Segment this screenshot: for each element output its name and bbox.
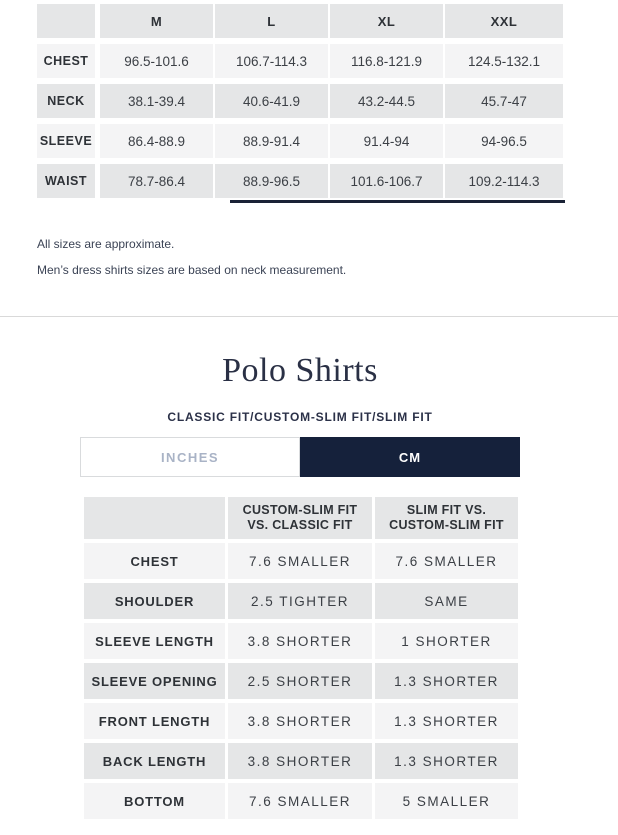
row-label: SLEEVE [39, 134, 93, 148]
column-header-line: VS. CLASSIC FIT [247, 518, 353, 532]
measurement-cell [215, 44, 328, 78]
table-row [84, 583, 518, 619]
row-label-cell [37, 84, 95, 118]
comparison-cell [228, 783, 372, 819]
comparison-cell [375, 543, 518, 579]
table-row [84, 743, 518, 779]
empty-header-cell [84, 497, 225, 539]
column-header-label: XL [377, 13, 396, 29]
measurement-cell [330, 124, 443, 158]
row-label: SLEEVE LENGTH [95, 633, 214, 649]
table-header-row [84, 497, 518, 539]
row-label-cell [84, 783, 225, 819]
measurement-value: 101.6-106.7 [350, 173, 423, 189]
row-label-cell [84, 583, 225, 619]
measurement-value: 78.7-86.4 [127, 173, 186, 189]
unit-toggle [80, 437, 520, 477]
row-label-cell [84, 543, 225, 579]
row-label-cell [37, 44, 95, 78]
row-label-cell [84, 743, 225, 779]
row-label-cell [84, 663, 225, 699]
row-label-cell [37, 164, 95, 198]
comparison-value: 7.6 SMALLER [248, 793, 352, 809]
measurement-value: 96.5-101.6 [124, 53, 189, 69]
comparison-cell [375, 743, 518, 779]
empty-header-cell [37, 4, 95, 38]
row-label-cell [84, 703, 225, 739]
note-line: All sizes are approximate. [37, 237, 175, 251]
comparison-cell [375, 583, 518, 619]
comparison-cell [228, 543, 372, 579]
comparison-value: SAME [424, 593, 469, 609]
column-header-label: XXL [490, 13, 518, 29]
measurement-value: 40.6-41.9 [242, 93, 301, 109]
section-divider [0, 316, 618, 317]
column-header [375, 497, 518, 539]
column-header-label: L [267, 13, 276, 29]
measurement-value: 106.7-114.3 [235, 53, 308, 69]
table-row [84, 663, 518, 699]
measurement-cell [215, 164, 328, 198]
measurement-value: 116.8-121.9 [350, 53, 423, 69]
column-header-label: M [150, 13, 163, 29]
comparison-value: 3.8 SHORTER [247, 753, 353, 769]
comparison-value: 3.8 SHORTER [247, 713, 353, 729]
note-line: Men’s dress shirts sizes are based on neck measurement. [37, 263, 347, 277]
table-row [84, 623, 518, 659]
comparison-value: 2.5 SHORTER [247, 673, 353, 689]
comparison-cell [375, 703, 518, 739]
comparison-cell [375, 623, 518, 659]
row-label-cell [84, 623, 225, 659]
column-header [228, 497, 372, 539]
table-row [37, 164, 563, 198]
measurement-cell [100, 44, 213, 78]
comparison-cell [228, 663, 372, 699]
measurement-cell [445, 84, 563, 118]
row-label: CHEST [130, 553, 179, 569]
column-header-line: CUSTOM-SLIM FIT [242, 503, 358, 517]
size-notes [37, 237, 346, 277]
measurement-value: 94-96.5 [481, 133, 527, 149]
measurement-cell [100, 124, 213, 158]
column-header [330, 4, 443, 38]
comparison-value: 1.3 SHORTER [394, 753, 499, 769]
table-row [37, 44, 563, 78]
row-label: BOTTOM [124, 793, 185, 809]
comparison-value: 3.8 SHORTER [247, 633, 353, 649]
table-row [84, 783, 518, 819]
column-header [445, 4, 563, 38]
comparison-value: 5 SMALLER [402, 793, 491, 809]
measurement-value: 109.2-114.3 [468, 173, 540, 189]
tab-inches[interactable]: INCHES [80, 437, 300, 477]
measurement-value: 45.7-47 [481, 93, 527, 109]
column-header-line: CUSTOM-SLIM FIT [389, 518, 504, 532]
column-header [100, 4, 213, 38]
table-row [84, 543, 518, 579]
measurement-cell [445, 164, 563, 198]
measurement-cell [215, 124, 328, 158]
measurement-value: 91.4-94 [363, 133, 410, 149]
table-row [37, 84, 563, 118]
comparison-value: 7.6 SMALLER [395, 553, 498, 569]
measurement-cell [445, 44, 563, 78]
measurement-cell [100, 84, 213, 118]
table-header-row [37, 4, 563, 38]
row-label-cell [37, 124, 95, 158]
comparison-cell [375, 663, 518, 699]
comparison-cell [228, 583, 372, 619]
section-title: Polo Shirts [222, 352, 378, 389]
comparison-value: 1.3 SHORTER [394, 713, 499, 729]
measurement-cell [330, 44, 443, 78]
measurement-cell [100, 164, 213, 198]
comparison-cell [228, 623, 372, 659]
table-row [84, 703, 518, 739]
measurement-value: 86.4-88.9 [127, 133, 186, 149]
comparison-value: 7.6 SMALLER [248, 553, 352, 569]
row-label: FRONT LENGTH [98, 713, 211, 729]
column-header-line: SLIM FIT VS. [406, 503, 487, 517]
row-label: CHEST [43, 54, 89, 68]
measurement-value: 88.9-91.4 [242, 133, 301, 149]
measurements-table [37, 4, 563, 204]
comparison-cell [228, 743, 372, 779]
comparison-value: 2.5 TIGHTER [250, 593, 350, 609]
measurement-value: 88.9-96.5 [242, 173, 301, 189]
comparison-value: 1.3 SHORTER [394, 673, 499, 689]
measurement-cell [330, 84, 443, 118]
comparison-cell [228, 703, 372, 739]
tab-cm[interactable]: CM [300, 437, 520, 477]
measurement-cell [445, 124, 563, 158]
comparison-value: 1 SHORTER [401, 633, 492, 649]
comparison-cell [375, 783, 518, 819]
row-label: BACK LENGTH [102, 753, 207, 769]
section-subtitle: CLASSIC FIT/CUSTOM-SLIM FIT/SLIM FIT [167, 410, 433, 424]
fit-comparison-table [84, 497, 518, 823]
row-label: SHOULDER [114, 593, 195, 609]
row-label: WAIST [44, 174, 88, 188]
row-label: NECK [47, 94, 85, 108]
measurement-value: 124.5-132.1 [467, 53, 541, 69]
measurement-cell [215, 84, 328, 118]
table-row [37, 124, 563, 158]
row-label: SLEEVE OPENING [91, 673, 218, 689]
column-header [215, 4, 328, 38]
table-scroll-indicator[interactable] [230, 200, 565, 203]
measurement-value: 43.2-44.5 [357, 93, 416, 109]
measurement-cell [330, 164, 443, 198]
measurement-value: 38.1-39.4 [127, 93, 186, 109]
